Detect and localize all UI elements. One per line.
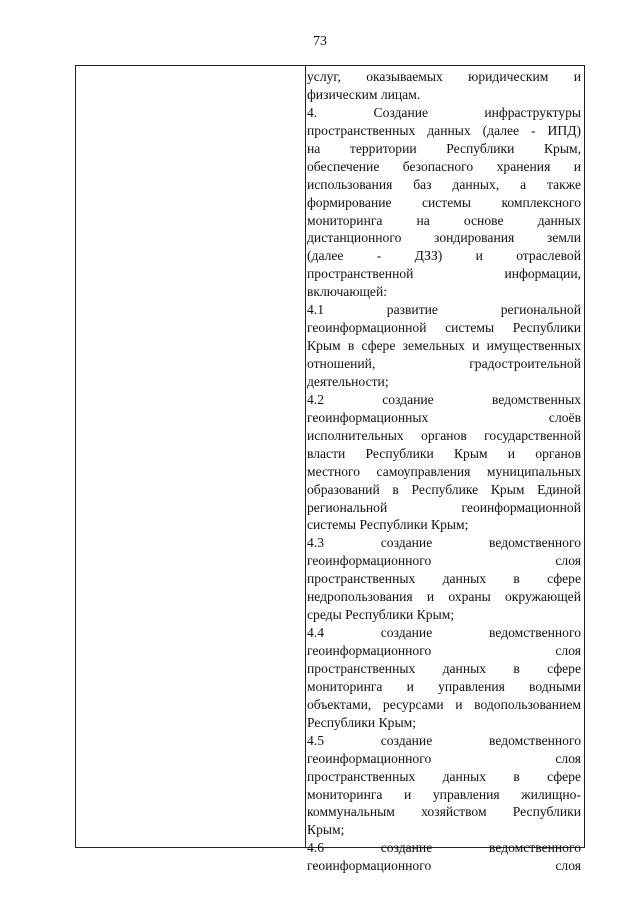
text-line: среды Республики Крым;	[307, 607, 455, 623]
text-line: пространственных данных в сфере	[307, 571, 581, 587]
text-line: геоинформационных слоёв	[307, 409, 581, 425]
text-line: отношений, градостроительной	[307, 356, 581, 371]
text-line: 4.1 развитие региональной	[307, 302, 581, 318]
text-line: местного самоуправления муниципальных	[307, 463, 581, 479]
text-line: пространственных данных в сфере	[307, 660, 581, 676]
left-column-cell	[76, 66, 305, 847]
text-line: Крым;	[307, 822, 345, 838]
text-line: мониторинга и управления жилищно-	[307, 786, 581, 802]
text-line: использования баз данных, а также	[307, 176, 581, 192]
text-line: геоинформационного слоя	[307, 643, 581, 658]
text-line: геоинформационного слоя	[307, 553, 581, 569]
text-line: физическим лицам.	[307, 86, 421, 102]
text-line: услуг, оказываемых юридическим и	[307, 69, 581, 84]
text-line: региональной геоинформационной	[307, 499, 581, 515]
page-number: 73	[313, 34, 327, 49]
text-line: геоинформационного слоя	[307, 750, 581, 766]
text-line: 4.4 создание ведомственного	[307, 625, 581, 641]
text-line: 4.5 создание ведомственного	[307, 732, 581, 748]
text-line: (далее - ДЗЗ) и отраслевой	[307, 248, 581, 264]
text-line: дистанционного зондирования земли	[307, 230, 581, 246]
text-line: коммунальным хозяйством Республики	[307, 804, 581, 820]
text-line: мониторинга и управления водными	[307, 678, 581, 694]
text-line: на территории Республики Крым,	[307, 140, 581, 156]
text-line: деятельности;	[307, 373, 389, 389]
document-table	[75, 65, 585, 874]
column-divider	[305, 66, 306, 847]
text-line: образований в Республике Крым Единой	[307, 481, 581, 497]
text-line: власти Республики Крым и органов	[307, 445, 581, 461]
text-line: геоинформационной системы Республики	[307, 320, 581, 336]
text-line: объектами, ресурсами и водопользованием	[307, 696, 581, 712]
text-line: Республики Крым;	[307, 714, 416, 730]
text-line: мониторинга на основе данных	[307, 212, 581, 228]
text-line: пространственных данных (далее - ИПД)	[307, 122, 581, 138]
text-line: 4.6 создание ведомственного	[307, 840, 581, 856]
text-line: включающей:	[307, 284, 388, 300]
text-line: геоинформационного слоя	[307, 858, 581, 874]
text-line: 4. Создание инфраструктуры	[307, 104, 581, 120]
text-line: недропользования и охраны окружающей	[307, 589, 581, 605]
text-line: 4.2 создание ведомственных	[307, 391, 581, 407]
text-line: пространственных данных в сфере	[307, 768, 581, 784]
text-line: обеспечение безопасного хранения и	[307, 158, 581, 174]
text-line: системы Республики Крым;	[307, 517, 469, 533]
text-line: пространственной информации,	[307, 266, 581, 282]
text-line: 4.3 создание ведомственного	[307, 535, 581, 551]
text-line: формирование системы комплексного	[307, 194, 581, 210]
right-column-cell	[307, 68, 581, 875]
text-line: исполнительных органов государственной	[307, 427, 581, 443]
text-line: Крым в сфере земельных и имущественных	[307, 338, 581, 354]
